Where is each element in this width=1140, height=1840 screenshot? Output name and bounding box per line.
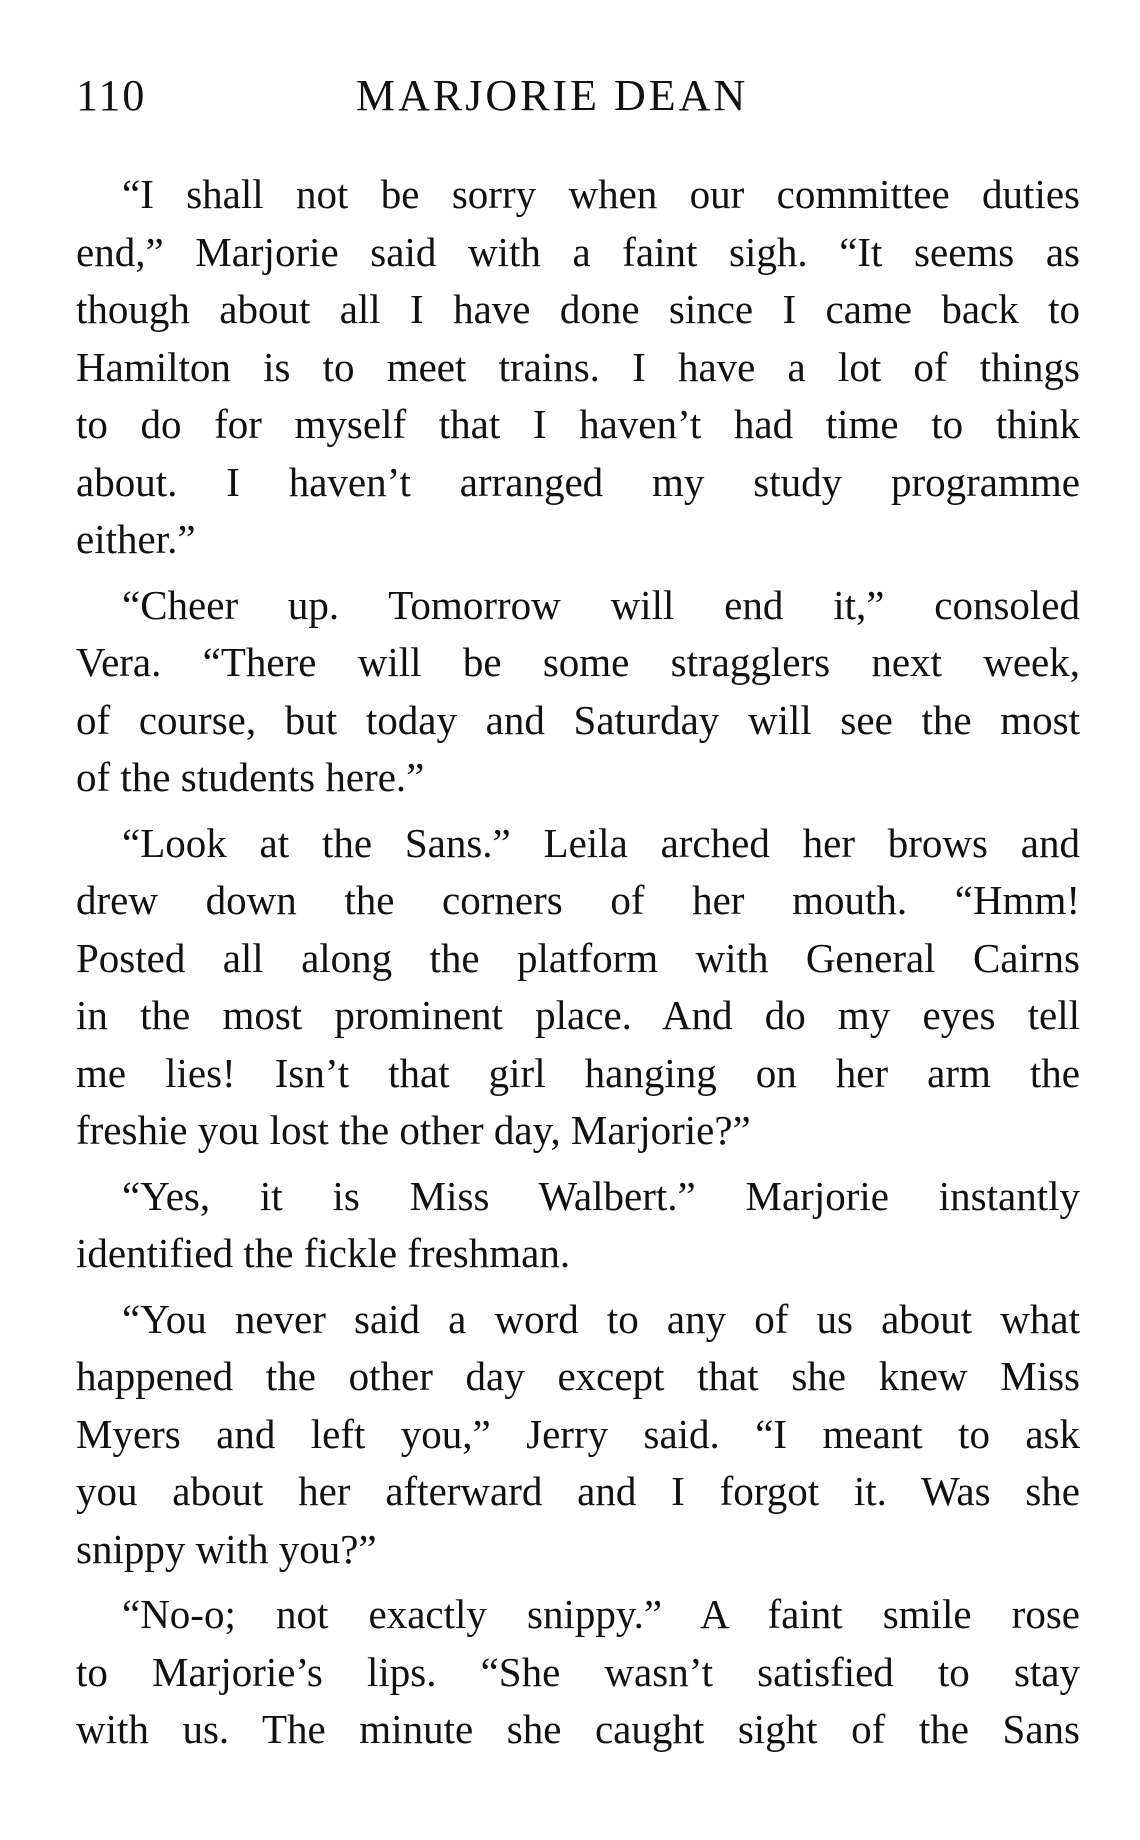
text-line: to Marjorie’s lips. “She wasn’t satisfied to stay [76,1648,1080,1695]
paragraph [76,1291,1080,1579]
text-line: me lies! Isn’t that girl hanging on her arm the [76,1049,1080,1096]
text-line: of the students here.” [76,754,425,800]
text-line: in the most prominent place. And do my eyes tell [76,992,1080,1038]
paragraph [76,577,1080,807]
text-line: Vera. “There will be some stragglers next week, [76,639,1080,685]
paragraph [76,1586,1080,1759]
text-line: “No-o; not exactly snippy.” A faint smile rose [122,1591,1080,1637]
text-line: to do for myself that I haven’t had time to think [76,401,1080,447]
text-line: with us. The minute she caught sight of the Sans [76,1706,1080,1752]
page-body [76,166,1080,1767]
text-line: Myers and left you,” Jerry said. “I meant to ask [76,1410,1080,1457]
text-line: end,” Marjorie said with a faint sigh. “It seems as [76,228,1080,275]
text-line: of course, but today and Saturday will see the most [76,696,1080,743]
text-line: “Cheer up. Tomorrow will end it,” consoled [122,581,1080,628]
text-line: happened the other day except that she knew Miss [76,1353,1080,1399]
text-line: snippy with you?” [76,1525,377,1572]
text-line: either.” [76,516,196,562]
text-line: drew down the corners of her mouth. “Hmm! [76,877,1080,923]
text-line: identified the fickle freshman. [76,1230,571,1276]
page-number: 110 [76,71,147,120]
paragraph [76,166,1080,569]
paragraph [76,1168,1080,1283]
text-line: “You never said a word to any of us about what [122,1295,1080,1342]
text-line: Posted all along the platform with General Cairns [76,934,1080,981]
text-line: you about her afterward and I forgot it. Was she [76,1468,1080,1514]
text-line: freshie you lost the other day, Marjorie?” [76,1107,751,1153]
text-line: Hamilton is to meet trains. I have a lot of things [76,343,1080,390]
page-header [76,66,1076,126]
text-line: though about all I have done since I came back to [76,286,1080,332]
text-line: “Yes, it is Miss Walbert.” Marjorie instantly [122,1172,1080,1219]
paragraph [76,815,1080,1160]
text-line: about. I haven’t arranged my study programme [76,458,1080,505]
running-title: MARJORIE DEAN [356,71,749,120]
text-line: “Look at the Sans.” Leila arched her brows and [122,819,1080,866]
text-line: “I shall not be sorry when our committee duties [122,171,1080,217]
